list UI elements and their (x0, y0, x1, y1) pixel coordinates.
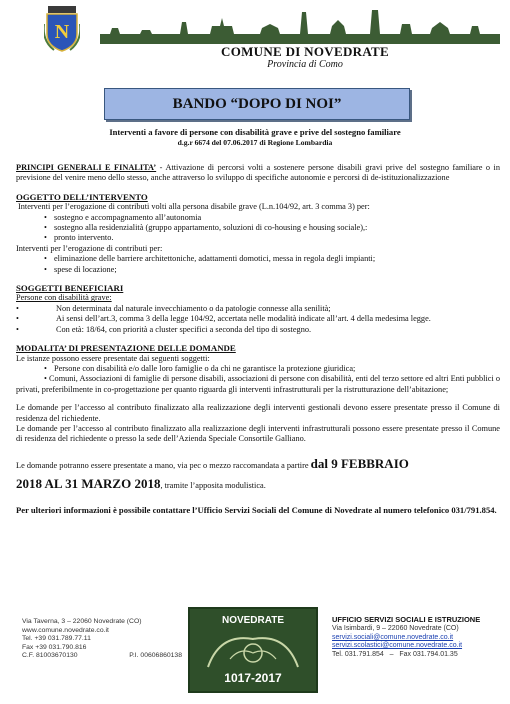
footer-office-contacts (332, 616, 507, 660)
office-email-sociali-link[interactable]: servizi.sociali@comune.novedrate.co.it (332, 633, 454, 641)
deadline-paragraph: Le domande potranno essere presentate a mano, via pec o mezzo raccomandata a partire dal 9 FEBBRAIO 2018 AL 31 MARZO 2018, tramite l’apposita modulistica. (16, 455, 409, 491)
principi-title: PRINCIPI GENERALI E FINALITA’ (16, 163, 157, 172)
footer-comune-contacts (22, 618, 182, 661)
list-item: • sostegno e accompagnamento all’autonomia (44, 212, 202, 222)
anniversary-logo (188, 607, 318, 693)
list-item: • eliminazione delle barriere architettoniche, adattamenti domotici, messa in regola degli impianti; (44, 254, 376, 264)
office-email-scolastici-link[interactable]: servizi.scolastici@comune.novedrate.co.it (332, 642, 463, 650)
infrastrutturali-paragraph: Le domande per l’accesso al contributo finalizzato alla realizzazione degli interventi infrastrutturali possono essere presentate presso il Comune di residenza del richiedente o presso la sede dell’Azienda Speciale Consortile Galliano. (16, 423, 500, 444)
footer-address: Via Taverna, 3 – 22060 Novedrate (CO) (22, 618, 142, 625)
deadline-date-end: 2018 AL 31 MARZO 2018 (16, 475, 161, 491)
oggetto-list-1 (16, 213, 500, 244)
list-item: • Persone con disabilità e/o dalle loro famiglie o da chi ne garantisce la protezione giuridica; (44, 363, 356, 373)
svg-text:N: N (54, 21, 70, 43)
town-skyline-banner (100, 4, 500, 44)
provincia-label: Provincia di Como (267, 59, 343, 70)
oggetto-intro-2: Interventi per l’erogazione di contributi per: (16, 243, 163, 253)
document-body (16, 163, 500, 515)
office-phone-fax: Tel. 031.791.854 – Fax 031.794.01.35 (332, 651, 458, 659)
footer-tax-ids: C.F. 81003670130 P.I. 00606860138 (22, 652, 182, 660)
oggetto-intro: Interventi per l’erogazione di contributi volti alla persona disabile grave (L.n.104/92, art. 3 comma 3) per: (18, 202, 370, 212)
info-paragraph: Per ulteriori informazioni è possibile contattare l’Ufficio Servizi Sociali del Comune di Novedrate al numero telefonico 031/791.854. (16, 504, 497, 515)
list-item: • Ai sensi dell’art.3, comma 3 della legge 104/92, accertata nelle modalità indicate all’art. 4 della medesima legge. (16, 314, 431, 324)
deadline-date-start: dal 9 FEBBRAIO (310, 455, 409, 471)
list-item: • sostegno alla residenzialità (gruppo appartamento, soluzioni di co-housing e housing sociale),: (44, 223, 368, 233)
soggetti-title: SOGGETTI BENEFICIARI (16, 283, 124, 294)
document-subtitle: Interventi a favore di persone con disabilità grave e prive del sostegno familiare (109, 127, 401, 137)
principi-paragraph (16, 163, 500, 184)
footer-phone: Tel. +39 031.789.77.11 (22, 635, 91, 643)
gestionali-paragraph: Le domande per l’accesso al contributo finalizzato alla realizzazione degli interventi gestionali devono essere presentate presso il Comune di residenza del richiedente. (16, 403, 500, 423)
comune-crest-icon (44, 6, 80, 52)
oggetto-title: OGGETTO DELL’INTERVENTO (16, 191, 148, 202)
principi-text: - Attivazione di percorsi volti a sostenere persone disabili gravi prive del sostegno familiare o in previsione del venire meno dello stesso, anche attraverso lo sviluppo di specifiche autonomie e percorsi di de-istituzionalizzazione (16, 163, 501, 183)
office-address: Via Isimbardi, 9 – 22060 Novedrate (CO) (332, 624, 459, 632)
list-item: • spese di locazione; (44, 264, 117, 274)
modalita-intro: Le istanze possono essere presentate dai seguenti soggetti: (16, 353, 210, 363)
soggetti-intro: Persone con disabilità grave: (16, 293, 112, 303)
soggetti-list (16, 304, 500, 335)
bando-banner (104, 88, 410, 120)
list-item: • Non determinata dal naturale invecchiamento o da patologie connesse alla senilità; (16, 303, 331, 313)
list-item: • Con età: 18/64, con priorità a cluster specifici a seconda del tipo di sostegno. (16, 324, 312, 334)
footer-fax: Fax +39 031.790.816 (22, 643, 87, 651)
logo-ornament-icon (200, 629, 306, 673)
logo-name: NOVEDRATE (221, 615, 285, 626)
bando-title: BANDO “DOPO DI NOI” (172, 95, 342, 112)
footer-website-link[interactable]: www.comune.novedrate.co.it (22, 626, 109, 634)
modalita-list-item-2: • Comuni, Associazioni di famiglie di persone disabili, associazioni di persone con disabilità, enti del terzo settore ed altri Enti pubblici o privati, preferibilmente in co-progettazione per quanto riguarda gli interventi infrastrutturali per la ristrutturazione dell’abitazione; (16, 374, 500, 394)
modalita-list (16, 364, 500, 374)
decree-reference: d.g.r 6674 del 07.06.2017 di Regione Lombardia (177, 138, 333, 147)
comune-title: COMUNE DI NOVEDRATE (221, 44, 389, 59)
office-title: UFFICIO SERVIZI SOCIALI E ISTRUZIONE (332, 615, 481, 624)
logo-years: 1017-2017 (224, 671, 282, 685)
oggetto-list-2 (16, 254, 500, 275)
modalita-title: MODALITA’ DI PRESENTAZIONE DELLE DOMANDE (16, 343, 236, 354)
list-item: • pronto intervento. (44, 233, 114, 243)
